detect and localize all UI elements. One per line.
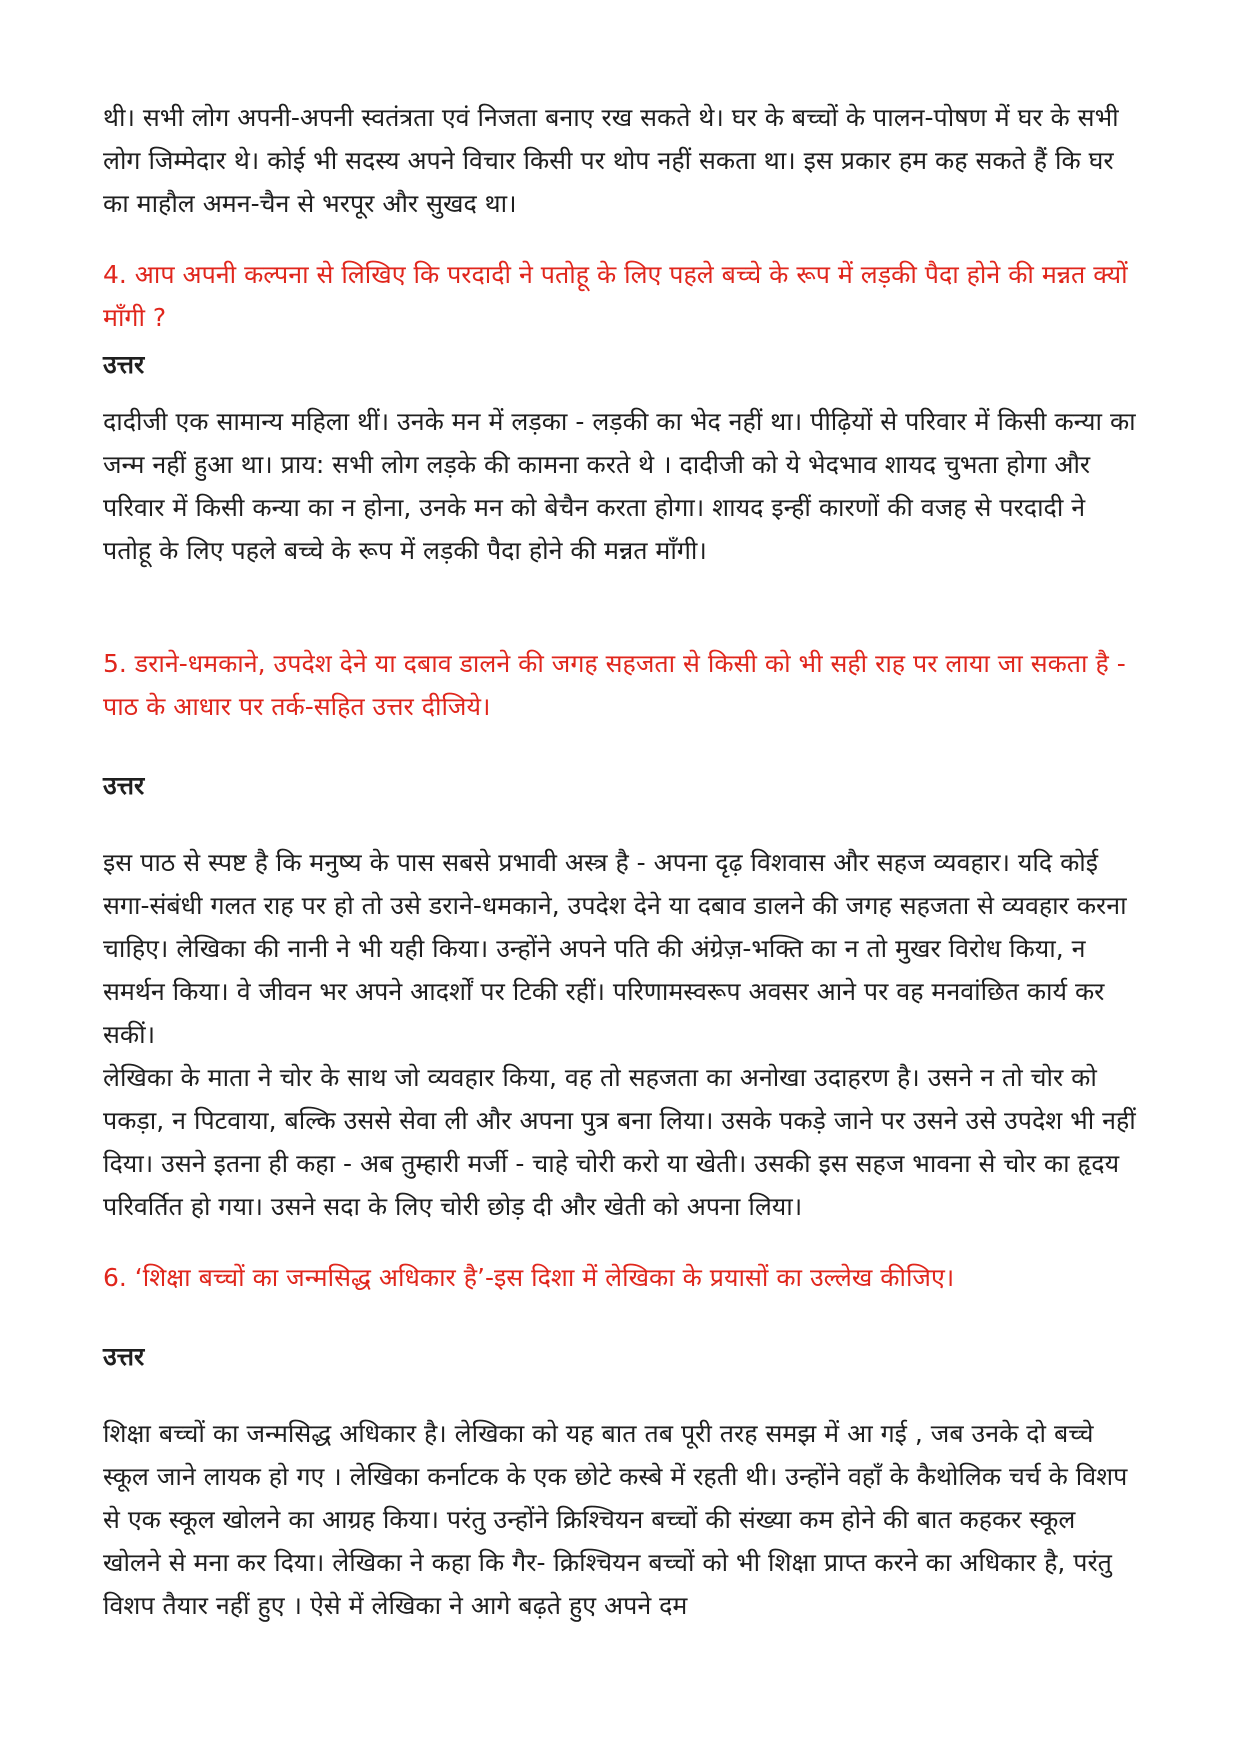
- answer-label-5: उत्तर: [103, 771, 145, 800]
- question-5: 5. डराने-धमकाने, उपदेश देने या दबाव डालने की जगह सहजता से किसी को भी सही राह पर लाया जा सकता है - पाठ के आधार पर तर्क-सहित उत्तर दीजिये।: [103, 649, 1126, 721]
- document-page: [103, 96, 1140, 1627]
- answer-label-6: उत्तर: [103, 1342, 145, 1371]
- question-6: 6. ‘शिक्षा बच्चों का जन्मसिद्ध अधिकार है’-इस दिशा में लेखिका के प्रयासों का उल्लेख कीजिए।: [103, 1263, 955, 1292]
- qa-section-4: [103, 253, 1140, 572]
- qa-section-5: [103, 642, 1140, 1228]
- answer-5-paragraph-2: लेखिका के माता ने चोर के साथ जो व्यवहार किया, वह तो सहजता का अनोखा उदाहरण है। उसने न तो चोर को पकड़ा, न पिटवाया, बल्कि उससे सेवा ली और अपना पुत्र बना लिया। उसके पकड़े जाने पर उसने उसे उपदेश भी नहीं दिया। उसने इतना ही कहा - अब तुम्हारी मर्जी - चाहे चोरी करो या खेती। उसकी इस सहज भावना से चोर का हृदय परिवर्तित हो गया। उसने सदा के लिए चोरी छोड़ दी और खेती को अपना लिया।: [103, 1063, 1136, 1221]
- answer-6-paragraph-1: शिक्षा बच्चों का जन्मसिद्ध अधिकार है। लेखिका को यह बात तब पूरी तरह समझ में आ गई , जब उनके दो बच्चे स्कूल जाने लायक हो गए । लेखिका कर्नाटक के एक छोटे कस्बे में रहती थी। उन्होंने वहाँ के कैथोलिक चर्च के विशप से एक स्कूल खोलने का आग्रह किया। परंतु उन्होंने क्रिश्चियन बच्चों की संख्या कम होने की बात कहकर स्कूल खोलने से मना कर दिया। लेखिका ने कहा कि गैर- क्रिश्चियन बच्चों को भी शिक्षा प्राप्त करने का अधिकार है, परंतु विशप तैयार नहीं हुए । ऐसे में लेखिका ने आगे बढ़ते हुए अपने दम: [103, 1419, 1128, 1620]
- answer-label-4: उत्तर: [103, 350, 145, 379]
- answer-4-paragraph-1: दादीजी एक सामान्य महिला थीं। उनके मन में लड़का - लड़की का भेद नहीं था। पीढ़ियों से परिवार में किसी कन्या का जन्म नहीं हुआ था। प्राय: सभी लोग लड़के की कामना करते थे । दादीजी को ये भेदभाव शायद चुभता होगा और परिवार में किसी कन्या का न होना, उनके मन को बेचैन करता होगा। शायद इन्हीं कारणों की वजह से परदादी ने पतोहू के लिए पहले बच्चे के रूप में लड़की पैदा होने की मन्नत माँगी।: [103, 407, 1136, 565]
- intro-paragraph: थी। सभी लोग अपनी-अपनी स्वतंत्रता एवं निजता बनाए रख सकते थे। घर के बच्चों के पालन-पोषण में घर के सभी लोग जिम्मेदार थे। कोई भी सदस्य अपने विचार किसी पर थोप नहीं सकता था। इस प्रकार हम कह सकते हैं कि घर का माहौल अमन-चैन से भरपूर और सुखद था।: [103, 103, 1119, 218]
- qa-section-6: [103, 1256, 1140, 1627]
- question-4: 4. आप अपनी कल्पना से लिखिए कि परदादी ने पतोहू के लिए पहले बच्चे के रूप में लड़की पैदा होने की मन्नत क्यों माँगी ?: [103, 260, 1128, 332]
- answer-5-paragraph-1: इस पाठ से स्पष्ट है कि मनुष्य के पास सबसे प्रभावी अस्त्र है - अपना दृढ़ विशवास और सहज व्यवहार। यदि कोई सगा-संबंधी गलत राह पर हो तो उसे डराने-धमकाने, उपदेश देने या दबाव डालने की जगह सहजता से व्यवहार करना चाहिए। लेखिका की नानी ने भी यही किया। उन्होंने अपने पति की अंग्रेज़-भक्ति का न तो मुखर विरोध किया, न समर्थन किया। वे जीवन भर अपने आदर्शों पर टिकी रहीं। परिणामस्वरूप अवसर आने पर वह मनवांछित कार्य कर सकीं।: [103, 848, 1127, 1049]
